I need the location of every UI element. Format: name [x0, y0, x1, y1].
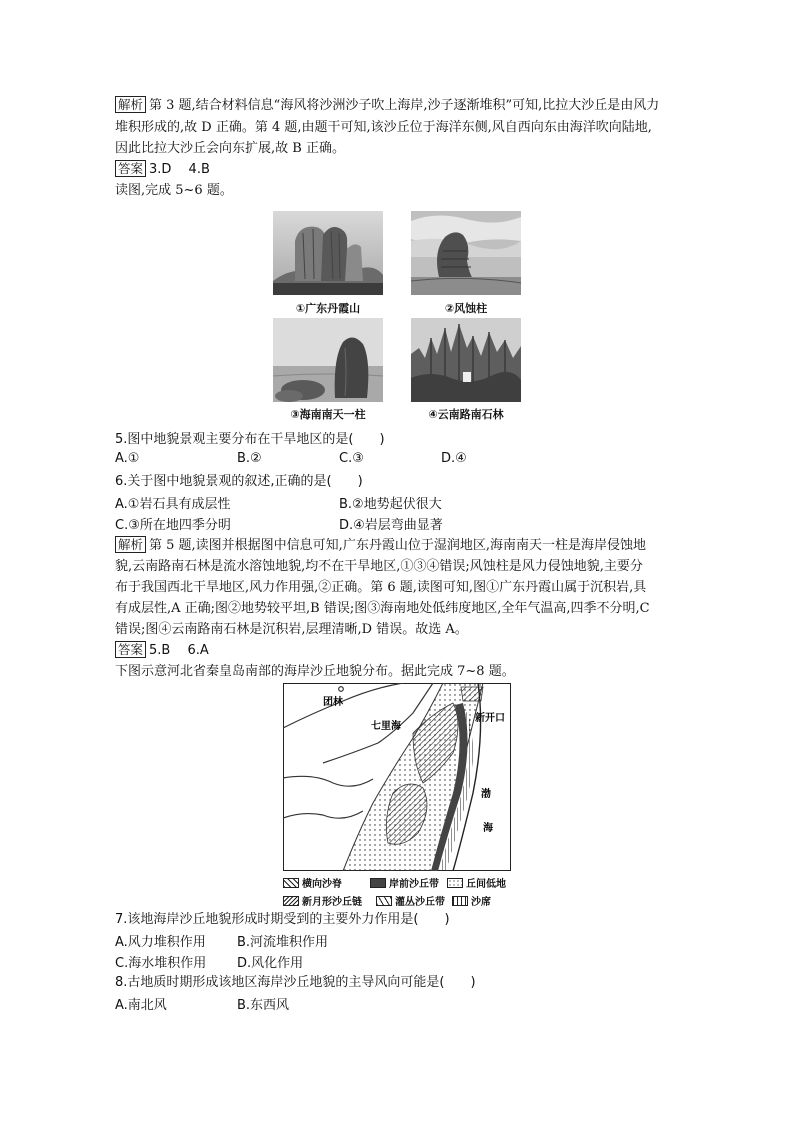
analysis-3-4-line-1 — [115, 96, 659, 117]
legend-swatch — [452, 896, 468, 906]
q5-option-c[interactable]: C.③ — [339, 451, 364, 466]
legend-swatch — [376, 896, 392, 906]
legend-label: 丘间低地 — [466, 879, 506, 890]
answer-text: 5.B 6.A — [149, 643, 209, 658]
photo-caption-3: ③海南南天一柱 — [290, 408, 366, 421]
legend-label: 新月形沙丘链 — [302, 897, 362, 908]
question-8-stem: 8.古地质时期形成该地区海岸沙丘地貌的主导风向可能是( ) — [115, 975, 476, 990]
legend-item-transverse-ridge — [283, 875, 342, 890]
analysis-3-4-line-2: 堆积形成的,故 D 正确。第 4 题,由题干可知,该沙丘位于海洋东侧,风自西向东由海洋吹向陆地, — [115, 120, 652, 135]
photo-wind-erosion-pillar — [411, 211, 521, 295]
intro-5-6: 读图,完成 5~6 题。 — [115, 183, 233, 198]
legend-label: 灌丛沙丘带 — [395, 897, 445, 908]
photo-caption-2: ②风蚀柱 — [444, 302, 488, 315]
q6-option-d[interactable]: D.④岩层弯曲显著 — [339, 518, 443, 533]
q5-option-d[interactable]: D.④ — [441, 451, 467, 466]
q5-option-a[interactable]: A.① — [115, 451, 140, 466]
legend-item-nearshore-dune — [370, 875, 439, 890]
photo-stone-forest — [411, 318, 521, 402]
legend-item-interdune-lowland — [447, 875, 506, 890]
photo-caption-4: ④云南路南石林 — [428, 408, 504, 421]
q8-option-a[interactable]: A.南北风 — [115, 998, 167, 1013]
legend-swatch — [447, 878, 463, 888]
photo-caption-1: ①广东丹霞山 — [295, 302, 361, 315]
analysis-5-6-line-4: 有成层性,A 正确;图②地势较平坦,B 错误;图③海南地处低纬度地区,全年气温高,四季不分明,C — [115, 601, 650, 616]
q5-option-b[interactable]: B.② — [237, 451, 262, 466]
legend-item-sand-sheet — [452, 893, 491, 908]
q6-option-b[interactable]: B.②地势起伏很大 — [339, 497, 442, 512]
answer-tag: 答案 — [115, 641, 146, 658]
question-7-stem: 7.该地海岸沙丘地貌形成时期受到的主要外力作用是( ) — [115, 912, 450, 927]
answer-3-4 — [115, 160, 210, 181]
analysis-tag: 解析 — [115, 96, 146, 113]
analysis-5-6-line-5: 错误;图④云南路南石林是沉积岩,层理清晰,D 错误。故选 A。 — [115, 622, 468, 637]
q6-option-a[interactable]: A.①岩石具有成层性 — [115, 497, 231, 512]
map-label-bo: 渤 — [481, 789, 491, 800]
legend-label: 沙席 — [471, 897, 491, 908]
q7-option-c[interactable]: C.海水堆积作用 — [115, 956, 207, 971]
intro-7-8: 下图示意河北省秦皇岛南部的海岸沙丘地貌分布。据此完成 7~8 题。 — [115, 664, 515, 679]
map-label-qilihai: 七里海 — [371, 721, 401, 732]
photo-danxia-mountain — [273, 211, 383, 295]
q7-option-b[interactable]: B.河流堆积作用 — [237, 935, 329, 950]
analysis-text: 第 5 题,读图并根据图中信息可知,广东丹霞山位于湿润地区,海南南天一柱是海岸侵蚀地 — [149, 538, 646, 553]
legend-label: 横向沙脊 — [302, 879, 342, 890]
legend-swatch — [283, 896, 299, 906]
photo-nantian-pillar — [273, 318, 383, 402]
legend-item-shrub-dune — [376, 893, 445, 908]
analysis-text: 第 3 题,结合材料信息“海风将沙洲沙子吹上海岸,沙子逐渐堆积”可知,比拉大沙丘是由风力 — [149, 98, 660, 113]
answer-5-6 — [115, 641, 209, 662]
legend-swatch — [370, 878, 386, 888]
analysis-5-6-line-2: 貌,云南路南石林是流水溶蚀地貌,均不在干旱地区,①③④错误;风蚀柱是风力侵蚀地貌,主要分 — [115, 559, 643, 574]
answer-tag: 答案 — [115, 160, 146, 177]
legend-swatch — [283, 878, 299, 888]
map-label-xinkaikou: 新开口 — [475, 713, 505, 724]
q8-option-b[interactable]: B.东西风 — [237, 998, 290, 1013]
analysis-5-6-line-3: 布于我国西北干旱地区,风力作用强,②正确。第 6 题,读图可知,图①广东丹霞山属于沉积岩,具 — [115, 580, 647, 595]
q7-option-d[interactable]: D.风化作用 — [237, 956, 304, 971]
analysis-3-4-line-3: 因此比拉大沙丘会向东扩展,故 B 正确。 — [115, 141, 345, 156]
legend-label: 岸前沙丘带 — [389, 879, 439, 890]
coastal-dune-map — [283, 683, 511, 871]
question-5-stem: 5.图中地貌景观主要分布在干旱地区的是( ) — [115, 432, 385, 447]
q7-option-a[interactable]: A.风力堆积作用 — [115, 935, 206, 950]
q6-option-c[interactable]: C.③所在地四季分明 — [115, 518, 231, 533]
map-label-tuanlin: 团林 — [323, 697, 343, 708]
analysis-5-6-line-1 — [115, 536, 646, 557]
map-label-hai: 海 — [483, 823, 493, 834]
legend-item-crescent-chain — [283, 893, 362, 908]
answer-text: 3.D 4.B — [149, 162, 210, 177]
question-6-stem: 6.关于图中地貌景观的叙述,正确的是( ) — [115, 474, 363, 489]
analysis-tag: 解析 — [115, 536, 146, 553]
